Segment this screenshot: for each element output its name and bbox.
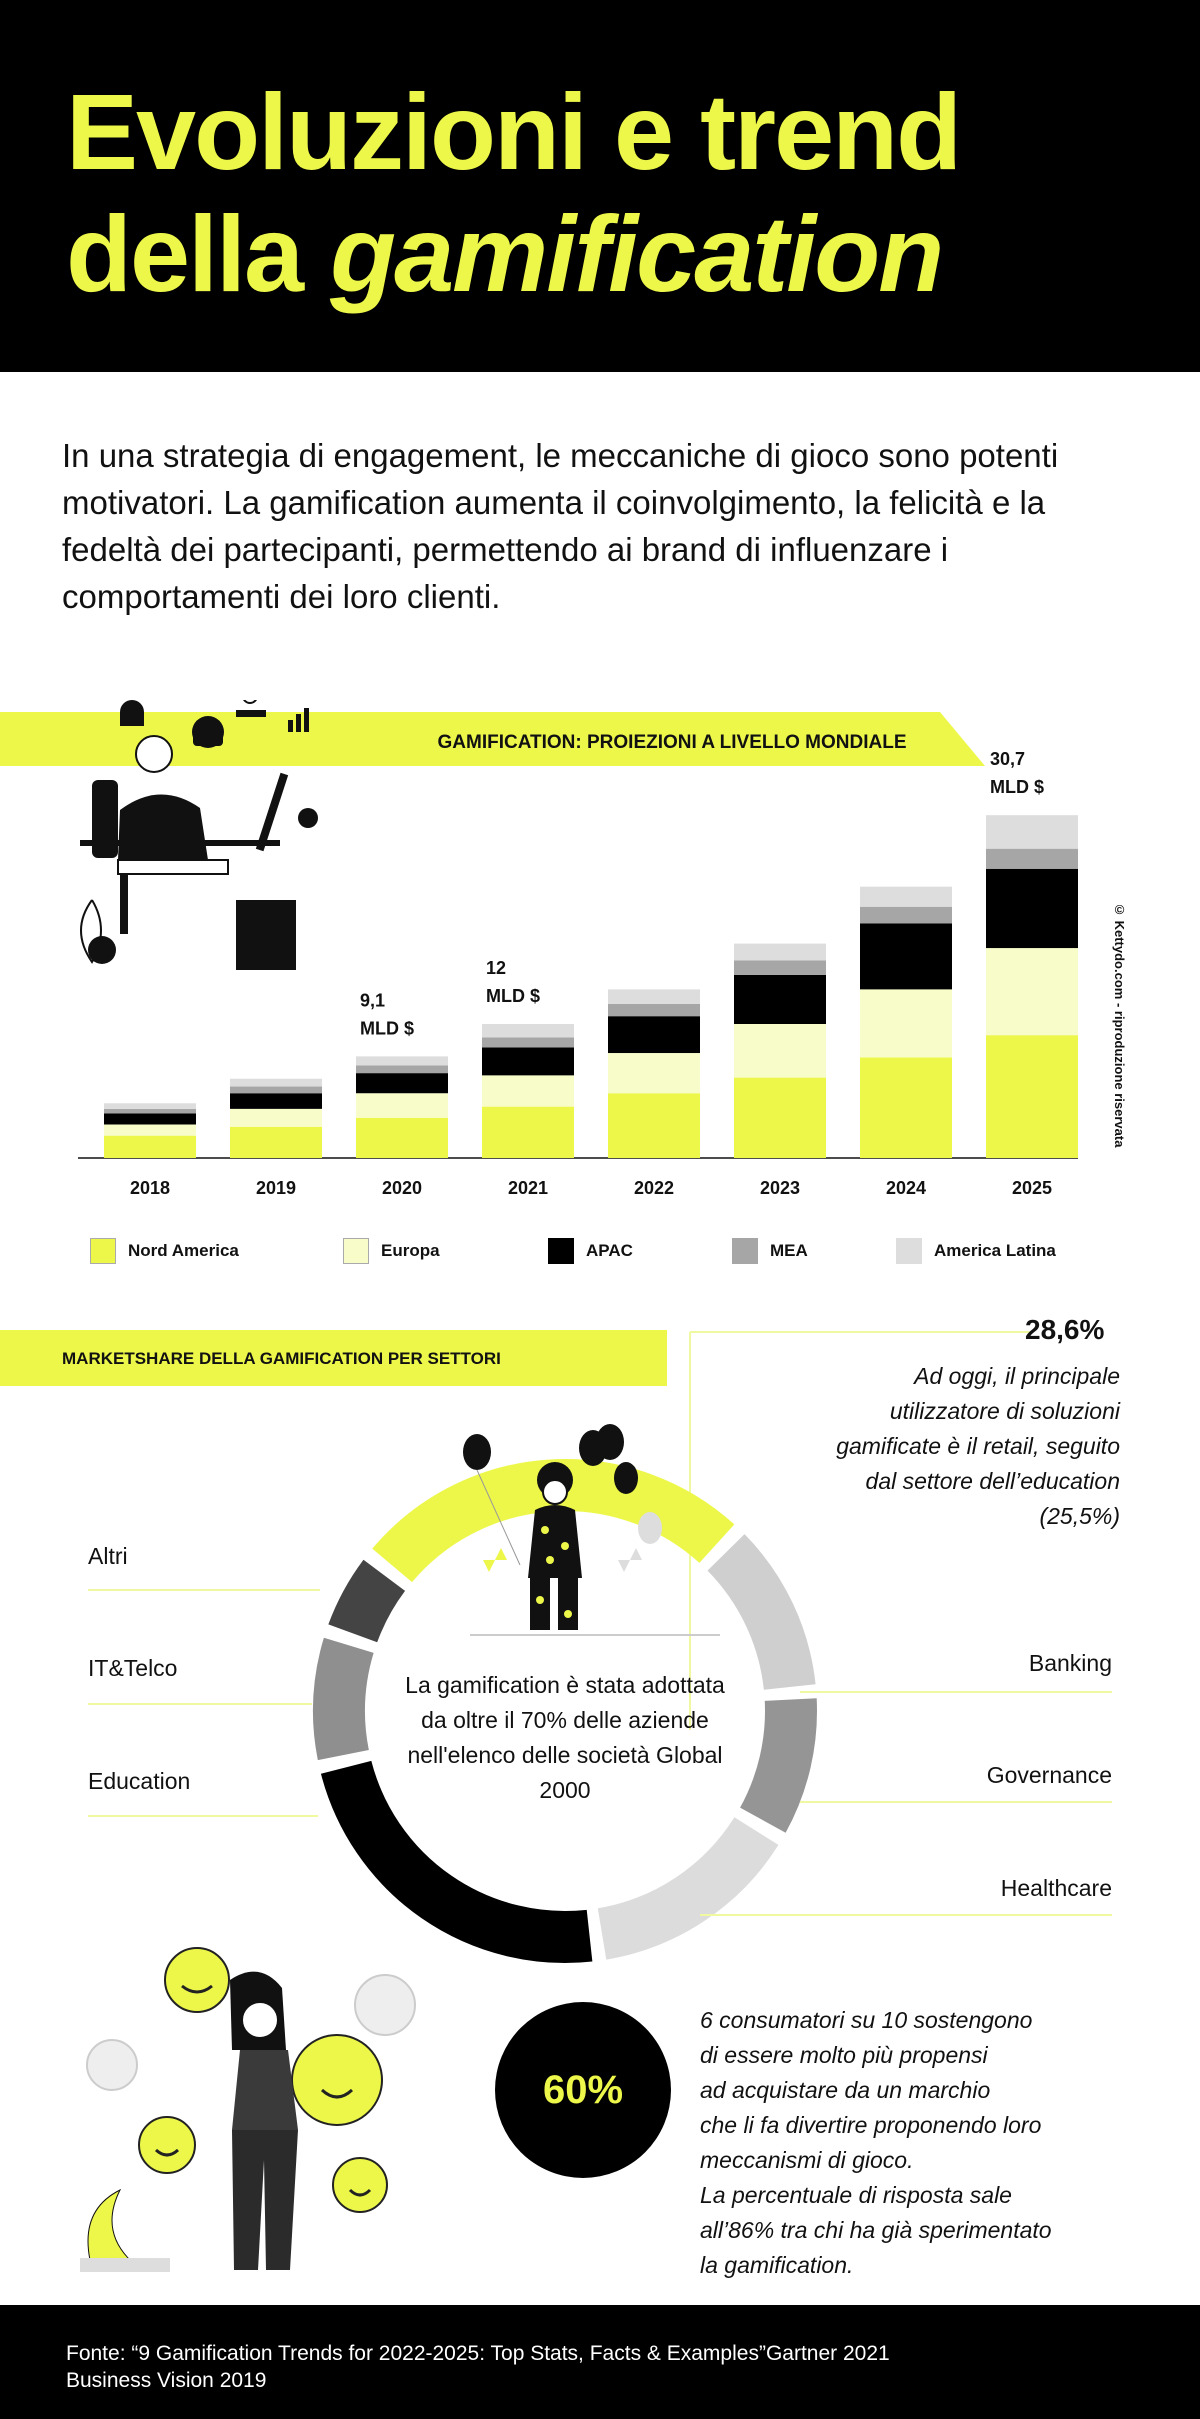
footer-line: Business Vision 2019 — [66, 2369, 267, 2392]
x-axis-ticks — [130, 1178, 1052, 1198]
consumer-line: meccanismi di gioco. — [700, 2147, 914, 2173]
stat-line: dal settore dell’education — [865, 1468, 1120, 1494]
sector-label-altri: Altri — [88, 1543, 128, 1569]
bar-nord-america-2019 — [230, 1127, 322, 1158]
legend-label: America Latina — [934, 1241, 1056, 1260]
footer-line: Fonte: “9 Gamification Trends for 2022-2025: Top Stats, Facts & Examples”Gartner 2021 — [66, 2342, 890, 2365]
bar-america-latina-2024 — [860, 887, 952, 907]
bar-apac-2025 — [986, 869, 1078, 948]
x-tick-label: 2025 — [1011, 1178, 1053, 1198]
bar-apac-2022 — [608, 1016, 700, 1053]
legend-swatch — [896, 1238, 922, 1264]
bar-america-latina-2019 — [230, 1079, 322, 1087]
x-tick-label: 2022 — [633, 1178, 675, 1198]
title-italic-text: gamification — [330, 193, 943, 314]
consumer-line: che li fa divertire proponendo loro — [700, 2112, 1042, 2138]
sector-label-healthcare: Healthcare — [1000, 1875, 1112, 1901]
page-title-line1: Evoluzioni e trend — [66, 71, 961, 192]
intro-paragraph: In una strategia di engagement, le meccaniche di gioco sono potenti motivatori. La gamification aumenta il coinvolgimento, la felicità e la fedeltà dei partecipanti, permettendo ai brand di influenzare i comportamenti dei loro clienti. — [62, 437, 1059, 615]
legend-swatch — [343, 1238, 369, 1264]
bar-nord-america-2021 — [482, 1107, 574, 1158]
bar-america-latina-2025 — [986, 815, 1078, 849]
bar-nord-america-2020 — [356, 1118, 448, 1158]
legend-item-nord-america — [90, 1238, 239, 1264]
legend-item-apac — [548, 1238, 633, 1264]
consumer-line: La percentuale di risposta sale — [700, 2182, 1012, 2208]
bar-nord-america-2018 — [104, 1136, 196, 1158]
bar-total-unit: MLD $ — [360, 1018, 414, 1039]
bar-america-latina-2021 — [482, 1024, 574, 1037]
bar-europa-2020 — [356, 1093, 448, 1118]
legend-item-mea — [732, 1238, 808, 1264]
consumer-line: di essere molto più propensi — [700, 2042, 988, 2068]
legend-label: Nord America — [128, 1241, 239, 1260]
consumer-line: all’86% tra chi ha già sperimentato — [700, 2217, 1052, 2243]
legend-label: Europa — [381, 1241, 440, 1260]
bar-total-unit: MLD $ — [990, 777, 1044, 798]
bar-series-group — [104, 815, 1078, 1158]
percent-circle — [495, 2002, 671, 2178]
bar-nord-america-2023 — [734, 1078, 826, 1158]
x-tick-label: 2023 — [759, 1178, 801, 1198]
stat-line: utilizzatore di soluzioni — [889, 1398, 1120, 1424]
stat-line: Ad oggi, il principale — [914, 1363, 1120, 1389]
bar-europa-2019 — [230, 1109, 322, 1127]
donut-slice-it-telco — [339, 1645, 349, 1755]
legend-label: APAC — [586, 1241, 633, 1260]
retail-stat-percent: 28,6% — [1025, 1314, 1105, 1345]
legend-swatch — [548, 1238, 574, 1264]
bar-mea-2023 — [734, 960, 826, 975]
bar-apac-2024 — [860, 924, 952, 990]
consumer-line: ad acquistare da un marchio — [700, 2077, 991, 2103]
bar-america-latina-2020 — [356, 1056, 448, 1065]
bar-total-label: 30,7 — [990, 749, 1026, 770]
bar-total-label: 9,1 — [360, 990, 386, 1011]
bar-europa-2022 — [608, 1053, 700, 1093]
donut-slice-altri — [353, 1575, 385, 1633]
bar-america-latina-2023 — [734, 944, 826, 961]
bar-mea-2021 — [482, 1037, 574, 1047]
chart-title: GAMIFICATION: PROIEZIONI A LIVELLO MONDIALE — [437, 732, 907, 753]
copyright-note: © Kettydo.com - riproduzione riservata — [1112, 902, 1127, 1148]
sector-label-it-telco: IT&Telco — [88, 1655, 178, 1681]
bar-total-label: 12 — [486, 958, 507, 978]
bar-apac-2019 — [230, 1093, 322, 1109]
x-tick-label: 2020 — [381, 1178, 423, 1198]
footer-source — [66, 2340, 1146, 2394]
sector-label-governance: Governance — [986, 1762, 1112, 1788]
x-tick-label: 2019 — [255, 1178, 297, 1198]
page-title-line2 — [66, 193, 943, 314]
bar-nord-america-2024 — [860, 1058, 952, 1159]
bar-europa-2024 — [860, 989, 952, 1057]
bar-america-latina-2018 — [104, 1103, 196, 1109]
bar-europa-2018 — [104, 1125, 196, 1136]
bar-mea-2022 — [608, 1004, 700, 1016]
sector-label-education: Education — [88, 1768, 191, 1794]
consumer-line: 6 consumatori su 10 sostengono — [700, 2007, 1033, 2033]
x-tick-label: 2021 — [507, 1178, 549, 1198]
bar-apac-2018 — [104, 1113, 196, 1124]
bar-apac-2023 — [734, 975, 826, 1024]
bar-mea-2020 — [356, 1065, 448, 1073]
donut-slice-healthcare — [602, 1831, 756, 1934]
legend-item-europa — [343, 1238, 440, 1264]
marketshare-title: MARKETSHARE DELLA GAMIFICATION PER SETTORI — [62, 1349, 501, 1368]
legend-swatch — [90, 1238, 116, 1264]
consumer-line: la gamification. — [700, 2252, 854, 2278]
stat-line: gamificate è il retail, seguito — [836, 1433, 1120, 1459]
woman-emoji-illustration — [60, 1940, 440, 2290]
bar-nord-america-2022 — [608, 1093, 700, 1158]
legend-item-america-latina — [896, 1238, 1056, 1264]
stat-line: (25,5%) — [1039, 1503, 1120, 1529]
bar-mea-2025 — [986, 849, 1078, 869]
bar-mea-2018 — [104, 1109, 196, 1113]
bar-nord-america-2025 — [986, 1035, 1078, 1158]
bar-mea-2024 — [860, 907, 952, 924]
bar-america-latina-2022 — [608, 989, 700, 1004]
bar-apac-2020 — [356, 1073, 448, 1093]
bar-europa-2023 — [734, 1024, 826, 1078]
donut-slice-governance — [763, 1700, 791, 1821]
donut-center-text: La gamification è stata adottata da oltre il 70% delle aziende nell'elenco delle società Global 2000 — [405, 1672, 725, 1803]
bar-total-unit: MLD $ — [486, 986, 540, 1006]
sector-label-banking: Banking — [1028, 1650, 1112, 1676]
x-tick-label: 2018 — [129, 1178, 171, 1198]
donut-slice-banking — [726, 1552, 790, 1687]
bar-chart — [0, 700, 1200, 1220]
bar-apac-2021 — [482, 1047, 574, 1075]
consumer-stat-text — [700, 2003, 1160, 2283]
bar-mea-2019 — [230, 1087, 322, 1094]
legend-swatch — [732, 1238, 758, 1264]
x-tick-label: 2024 — [885, 1178, 927, 1198]
percent-value: 60% — [542, 2067, 624, 2112]
legend-label: MEA — [770, 1241, 808, 1260]
title-plain-text: della — [66, 193, 331, 314]
bar-europa-2021 — [482, 1075, 574, 1106]
bar-europa-2025 — [986, 948, 1078, 1035]
